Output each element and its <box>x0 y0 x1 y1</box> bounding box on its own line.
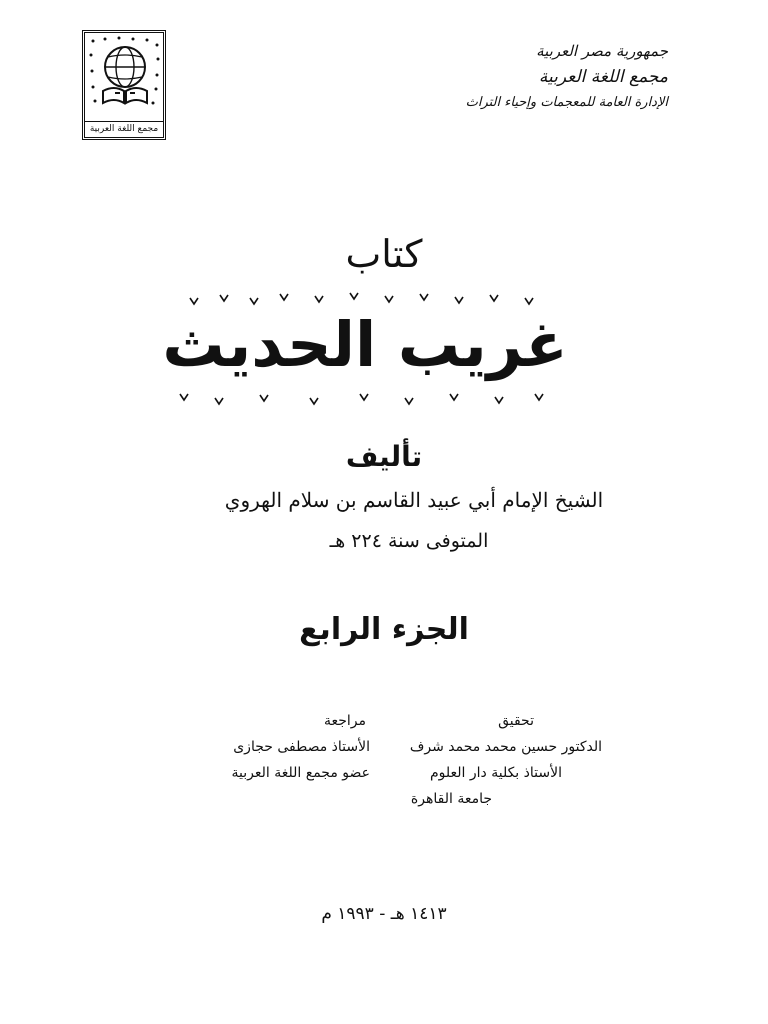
editor-credits <box>362 708 602 812</box>
reviewer-position: عضو مجمع اللغة العربية <box>231 765 370 781</box>
publication-date: ١٤١٣ هـ - ١٩٩٣ م <box>321 904 447 924</box>
header-academy: مجمع اللغة العربية <box>538 67 668 87</box>
book-label: كتاب <box>345 232 423 276</box>
reviewer-credits <box>130 708 370 786</box>
editor-position: الأستاذ بكلية دار العلوم <box>429 765 562 781</box>
institution-header <box>428 38 668 116</box>
authorship-label: تأليف <box>345 440 423 473</box>
editor-university: جامعة القاهرة <box>410 791 492 807</box>
seal-caption: مجمع اللغة العربية <box>85 121 163 134</box>
editor-label: تحقيق <box>498 713 534 729</box>
author-name: الشيخ الإمام أبي عبيد القاسم بن سلام الهروي <box>224 488 604 512</box>
reviewer-label: مراجعة <box>323 713 366 729</box>
volume-label: الجزء الرابع <box>299 612 469 647</box>
globe-book-icon <box>85 33 163 115</box>
academy-seal <box>82 30 166 140</box>
editor-name: الدكتور حسين محمد محمد شرف <box>409 739 602 755</box>
header-country: جمهورية مصر العربية <box>536 42 668 60</box>
book-title-text: غريب الحديث <box>162 308 568 381</box>
book-title <box>150 290 580 410</box>
reviewer-name: الأستاذ مصطفى حجازى <box>233 739 370 755</box>
author-death-year: المتوفى سنة ٢٢٤ هـ <box>329 530 489 552</box>
header-department: الإدارة العامة للمعجمات وإحياء التراث <box>465 95 668 110</box>
